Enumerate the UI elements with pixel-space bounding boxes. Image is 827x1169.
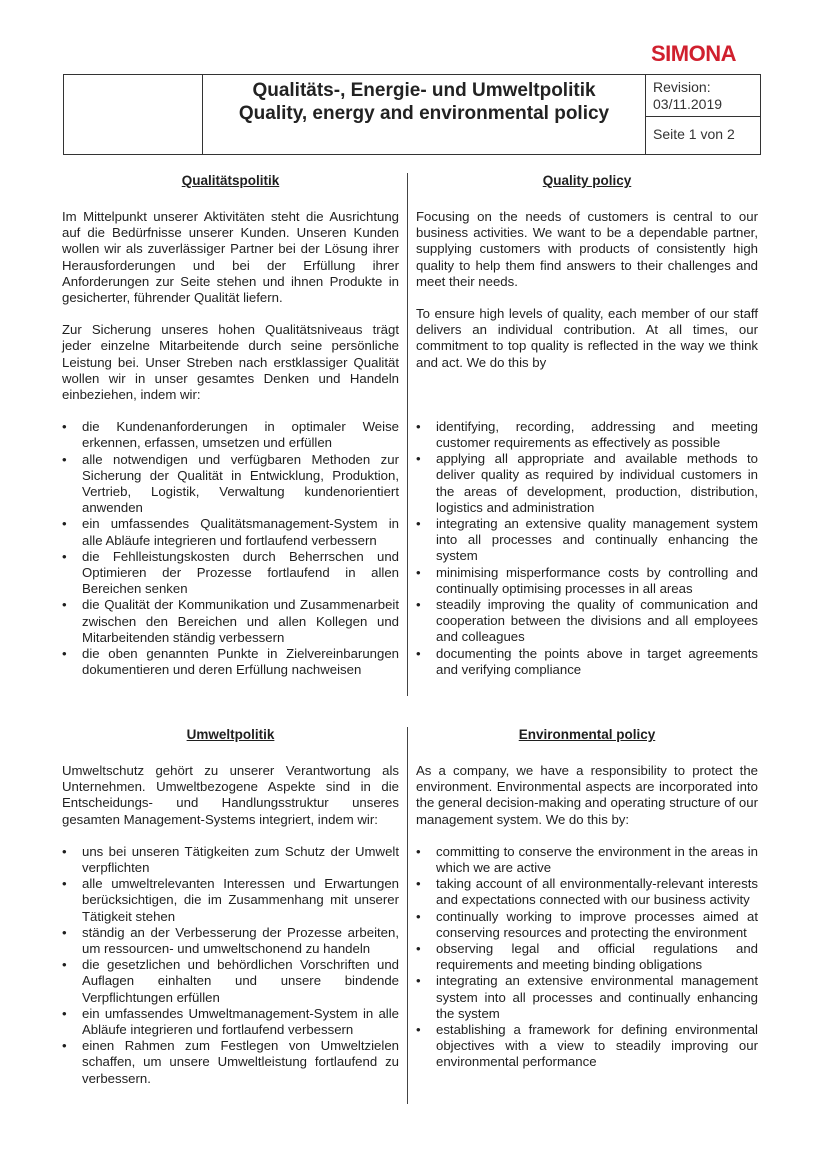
- page-number: Seite 1 von 2: [653, 126, 735, 142]
- section-title: Qualitätspolitik: [181, 173, 280, 188]
- list-item: • integrating an extensive quality management system into all processes and continually enhancing the system: [416, 516, 758, 565]
- section-title: Umweltpolitik: [186, 727, 275, 742]
- revision-date: 03/11.2019: [653, 96, 723, 112]
- revision-cell: [646, 75, 760, 117]
- list-item: • documenting the points above in target agreements and verifying compliance: [416, 646, 758, 678]
- document-meta: [646, 75, 760, 154]
- paragraph: To ensure high levels of quality, each member of our staff delivers an individual contribution. At all times, our commitment to top quality is reflected in the way we think and act. We do this by: [416, 306, 758, 370]
- list-item: • committing to conserve the environment in the areas in which we are active: [416, 844, 758, 876]
- paragraph: Im Mittelpunkt unserer Aktivitäten steht die Ausrichtung auf die Bedürfnisse unserer Kunden. Unseren Kunden wollen wir als zuverlässiger Partner bei der Lösung ihrer Herausforderungen und bei der Erfüllung ihrer Anforderungen zur Seite stehen und ihnen Produkte in gesicherter, führender Qualität liefern.: [62, 209, 399, 306]
- revision-label: Revision:: [653, 79, 711, 95]
- list-item: • observing legal and official regulations and requirements and meeting binding obligations: [416, 941, 758, 973]
- list-item: • die Qualität der Kommunikation und Zusammenarbeit zwischen den Bereichen und allen Kollegen und Mitarbeitenden ständig verbessern: [62, 597, 399, 646]
- document-header: [63, 74, 761, 155]
- environment-german-column: [62, 727, 408, 1104]
- document-title: [203, 75, 646, 154]
- bullet-list: [62, 844, 399, 1087]
- quality-german-column: [62, 173, 408, 696]
- list-item: • uns bei unseren Tätigkeiten zum Schutz der Umwelt verpflichten: [62, 844, 399, 876]
- list-item: • die Kundenanforderungen in optimaler Weise erkennen, erfassen, umsetzen und erfüllen: [62, 419, 399, 451]
- section-title: Environmental policy: [518, 727, 656, 742]
- list-item: • minimising misperformance costs by controlling and continually optimising processes in all areas: [416, 565, 758, 597]
- list-item: • integrating an extensive environmental management system into all processes and continually enhancing the system: [416, 973, 758, 1022]
- list-item: • ein umfassendes Qualitätsmanagement-System in alle Abläufe integrieren und fortlaufend verbessern: [62, 516, 399, 548]
- list-item: • continually working to improve processes aimed at conserving resources and protecting the environment: [416, 909, 758, 941]
- list-item: • alle notwendigen und verfügbaren Methoden zur Sicherung der Qualität in Entwicklung, Produktion, Vertrieb, Logistik, Verwaltung kundenorientiert anwenden: [62, 452, 399, 517]
- bullet-list: [62, 419, 399, 678]
- paragraph: Zur Sicherung unseres hohen Qualitätsniveaus trägt jeder einzelne Mitarbeitende durch seine persönliche Leistung bei. Unser Streben nach erstklassiger Qualität wollen wir in unser gesamtes Denken und Handeln einbeziehen, indem wir:: [62, 322, 399, 403]
- paragraph: Umweltschutz gehört zu unserer Verantwortung als Unternehmen. Umweltbezogene Aspekte sind in die Entscheidungs- und Handlungsstruktur unseres gesamten Management-Systems integriert, indem wir:: [62, 763, 399, 827]
- title-english: Quality, energy and environmental policy: [238, 103, 610, 124]
- title-german: Qualitäts-, Energie- und Umweltpolitik: [252, 80, 596, 101]
- list-item: • einen Rahmen zum Festlegen von Umweltzielen schaffen, um unsere Umweltleistung fortlaufend zu verbessern.: [62, 1038, 399, 1087]
- list-item: • die gesetzlichen und behördlichen Vorschriften und Auflagen einhalten und unsere bindende Verpflichtungen erfüllen: [62, 957, 399, 1006]
- list-item: • alle umweltrelevanten Interessen und Erwartungen berücksichtigen, die im Zusammenhang mit unserer Tätigkeit stehen: [62, 876, 399, 925]
- list-item: • ständig an der Verbesserung der Prozesse arbeiten, um ressourcen- und umweltschonend zu handeln: [62, 925, 399, 957]
- bullet-list: [416, 419, 758, 678]
- bullet-list: [416, 844, 758, 1071]
- list-item: • steadily improving the quality of communication and cooperation between the divisions and all employees and colleagues: [416, 597, 758, 646]
- section-title: Quality policy: [542, 173, 632, 188]
- list-item: • establishing a framework for defining environmental objectives with a view to steadily improving our environmental performance: [416, 1022, 758, 1071]
- list-item: • applying all appropriate and available methods to deliver quality as required by individual customers in the areas of development, production, distribution, logistics and administration: [416, 451, 758, 516]
- company-logo: SIMONA: [651, 41, 736, 66]
- quality-english-column: [408, 173, 758, 696]
- environment-english-column: [408, 727, 758, 1104]
- list-item: • taking account of all environmentally-relevant interests and expectations connected with our business activity: [416, 876, 758, 908]
- paragraph: Focusing on the needs of customers is central to our business activities. We want to be a dependable partner, supplying customers with products of consistently high quality to help them find answers to their challenges and meet their needs.: [416, 209, 758, 289]
- quality-section: [62, 173, 758, 696]
- list-item: • die Fehlleistungskosten durch Beherrschen und Optimieren der Prozesse fortlaufend in allen Bereichen senken: [62, 549, 399, 598]
- header-logo-cell: [64, 75, 203, 154]
- list-item: • ein umfassendes Umweltmanagement-System in alle Abläufe integrieren und fortlaufend verbessern: [62, 1006, 399, 1038]
- environment-section: [62, 727, 758, 1104]
- list-item: • identifying, recording, addressing and meeting customer requirements as effectively as possible: [416, 419, 758, 451]
- list-item: • die oben genannten Punkte in Zielvereinbarungen dokumentieren und deren Erfüllung nachweisen: [62, 646, 399, 678]
- paragraph: As a company, we have a responsibility to protect the environment. Environmental aspects are incorporated into the general decision-making and operating structure of our management system. We do this by:: [416, 763, 758, 827]
